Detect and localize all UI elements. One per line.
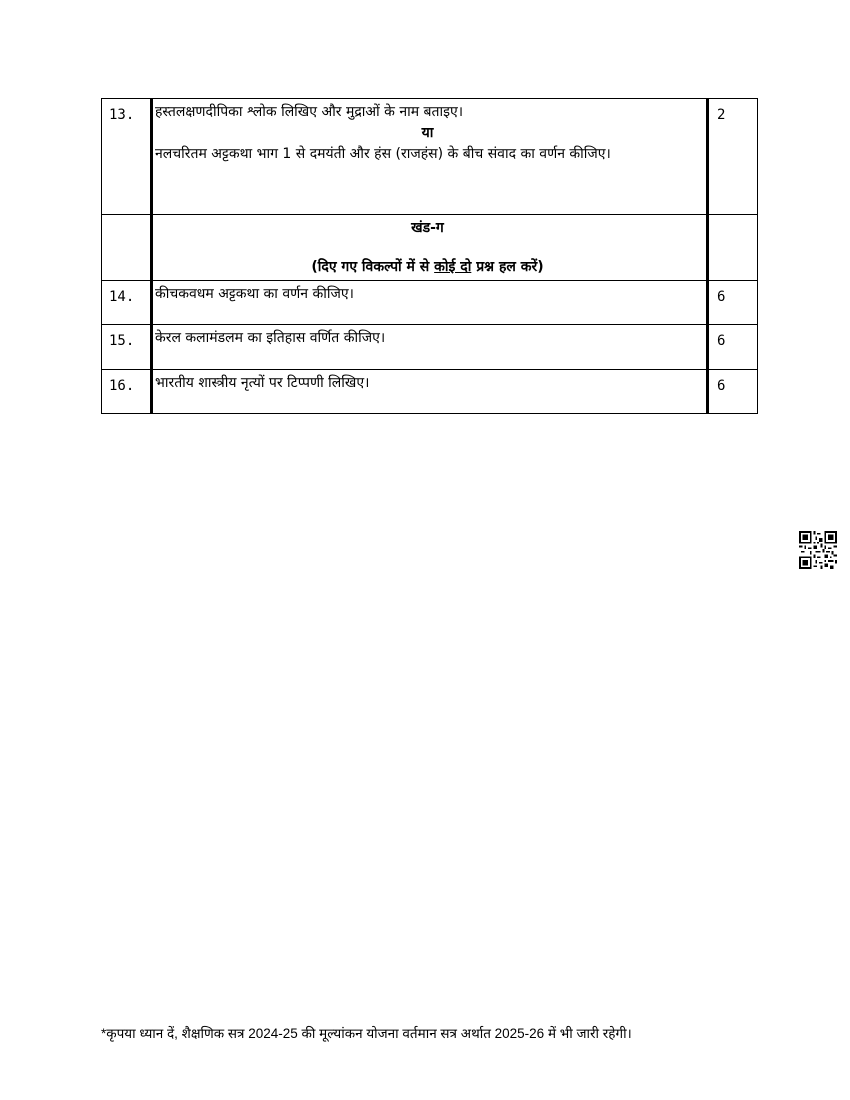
instruction-underlined: कोई दो: [434, 259, 472, 275]
question-number: 14.: [102, 281, 152, 325]
table-row: [102, 370, 758, 414]
table-row: [102, 281, 758, 325]
instruction-part: प्रश्न हल करें): [471, 259, 544, 275]
section-title: खंड-ग: [411, 220, 444, 236]
question-number: 15.: [102, 325, 152, 370]
empty-cell: [102, 215, 152, 281]
or-label: या: [421, 125, 434, 141]
question-marks: 6: [708, 325, 758, 370]
section-header-row: [102, 215, 758, 281]
section-header-cell: [152, 215, 708, 281]
instruction-part: (दिए गए विकल्पों में से: [311, 259, 435, 275]
table-row: [102, 99, 758, 215]
question-marks: 6: [708, 281, 758, 325]
question-table: [101, 98, 758, 414]
question-marks: 6: [708, 370, 758, 414]
empty-cell: [708, 215, 758, 281]
table-row: [102, 325, 758, 370]
question-text: कीचकवधम अट्टकथा का वर्णन कीजिए।: [152, 281, 708, 325]
question-text: हस्तलक्षणदीपिका श्लोक लिखिए और मुद्राओं के नाम बताइए।: [155, 104, 464, 120]
question-text: भारतीय शास्त्रीय नृत्यों पर टिप्पणी लिखिए।: [152, 370, 708, 414]
question-text-cell: [152, 99, 708, 215]
question-number: 13.: [102, 99, 152, 215]
footer-note: *कृपया ध्यान दें, शैक्षणिक सत्र 2024-25 की मूल्यांकन योजना वर्तमान सत्र अर्थात 2025-26 में भी जारी रहेगी।: [101, 1026, 632, 1041]
qr-code-icon: [799, 531, 837, 569]
question-text: केरल कलामंडलम का इतिहास वर्णित कीजिए।: [152, 325, 708, 370]
section-instruction: [155, 256, 700, 278]
question-marks: 2: [708, 99, 758, 215]
alternative-question-text: नलचरितम अट्टकथा भाग 1 से दमयंती और हंस (राजहंस) के बीच संवाद का वर्णन कीजिए।: [155, 146, 611, 162]
question-number: 16.: [102, 370, 152, 414]
